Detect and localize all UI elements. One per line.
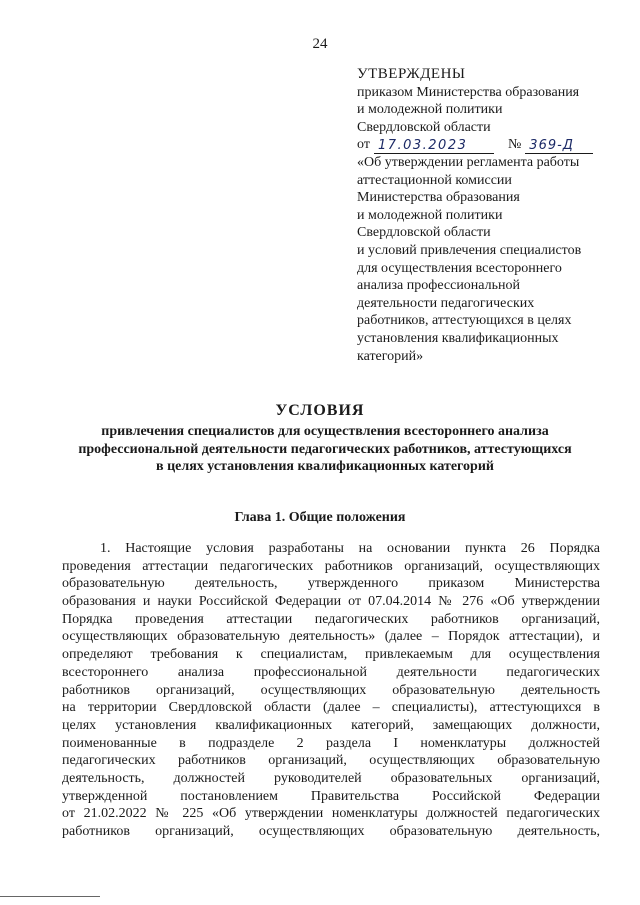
order-title-line: аттестационной комиссии bbox=[357, 172, 512, 188]
order-title-line: категорий» bbox=[357, 348, 424, 364]
document-subtitle bbox=[55, 423, 595, 476]
footer-divider bbox=[0, 896, 100, 897]
order-prefix: от bbox=[357, 137, 370, 153]
paragraph-line: целях установления квалификационных категорий, замещающих должности, bbox=[62, 717, 600, 733]
order-title-line: деятельности педагогических bbox=[357, 295, 535, 311]
order-title-line: и молодежной политики bbox=[357, 207, 503, 223]
order-title-line: Свердловской области bbox=[357, 225, 491, 241]
paragraph-line: на территории Свердловской области (далее – специалисты), аттестующихся в bbox=[62, 700, 600, 716]
order-title-line: работников, аттестующихся в целях bbox=[357, 313, 572, 329]
approval-block bbox=[357, 66, 617, 365]
order-title-line: Министерства образования bbox=[357, 190, 520, 206]
order-title-line: для осуществления всестороннего bbox=[357, 260, 562, 276]
subtitle-line: привлечения специалистов для осуществления всестороннего анализа bbox=[101, 424, 549, 439]
paragraph-line: всестороннего анализа профессиональной деятельности педагогических bbox=[62, 664, 600, 680]
paragraph-line: проведения аттестации педагогических работников организаций, осуществляющих bbox=[62, 558, 600, 574]
order-number-handwritten: 369-Д bbox=[525, 138, 593, 154]
paragraph-line: 1. Настоящие условия разработаны на основании пункта 26 Порядка bbox=[100, 541, 600, 556]
paragraph-line: поименованные в подразделе 2 раздела I номенклатуры должностей bbox=[62, 735, 600, 751]
document-title: УСЛОВИЯ bbox=[275, 402, 365, 419]
paragraph-line: работников организаций, осуществляющих образовательную деятельность bbox=[62, 682, 600, 698]
approval-line: Свердловской области bbox=[357, 119, 491, 135]
paragraph-line: осуществляющих образовательную деятельность» (далее – Порядок аттестации), и bbox=[62, 629, 600, 645]
order-title-line: анализа профессиональной bbox=[357, 278, 520, 294]
order-number-label: № bbox=[507, 137, 522, 153]
paragraph-line: от 21.02.2022 № 225 «Об утверждении номенклатуры должностей педагогических bbox=[62, 806, 600, 822]
order-title-line: «Об утверждении регламента работы bbox=[357, 154, 580, 170]
order-title-line: установления квалификационных bbox=[357, 330, 559, 346]
subtitle-line: профессиональной деятельности педагогических работников, аттестующихся bbox=[78, 441, 572, 457]
subtitle-line: в целях установления квалификационных категорий bbox=[156, 459, 494, 475]
approval-line: и молодежной политики bbox=[357, 102, 503, 118]
paragraph-line: деятельность, должностей руководителей образовательных организаций, bbox=[62, 770, 600, 786]
paragraph-line: работников организаций, осуществляющих образовательную деятельность, bbox=[62, 824, 600, 839]
order-title-line: и условий привлечения специалистов bbox=[357, 242, 582, 258]
chapter-heading: Глава 1. Общие положения bbox=[234, 510, 406, 525]
order-reference bbox=[357, 136, 617, 154]
page-number: 24 bbox=[312, 36, 328, 52]
paragraph-line: Порядка проведения аттестации педагогических работников организаций, bbox=[62, 611, 600, 627]
order-date-handwritten: 17.03.2023 bbox=[374, 138, 494, 154]
paragraph bbox=[62, 540, 600, 841]
paragraph-line: определяют требования к специалистам, привлекаемым для осуществления bbox=[62, 647, 600, 663]
paragraph-line: образования и науки Российской Федерации от 07.04.2014 № 276 «Об утверждении bbox=[62, 594, 600, 610]
approval-heading: УТВЕРЖДЕНЫ bbox=[357, 66, 466, 82]
paragraph-line: утвержденной постановлением Правительства Российской Федерации bbox=[62, 788, 600, 804]
paragraph-line: образовательную деятельность, утвержденного приказом Министерства bbox=[62, 576, 600, 592]
approval-line: приказом Министерства образования bbox=[357, 84, 580, 100]
paragraph-line: педагогических работников организаций, осуществляющих образовательную bbox=[62, 753, 600, 769]
